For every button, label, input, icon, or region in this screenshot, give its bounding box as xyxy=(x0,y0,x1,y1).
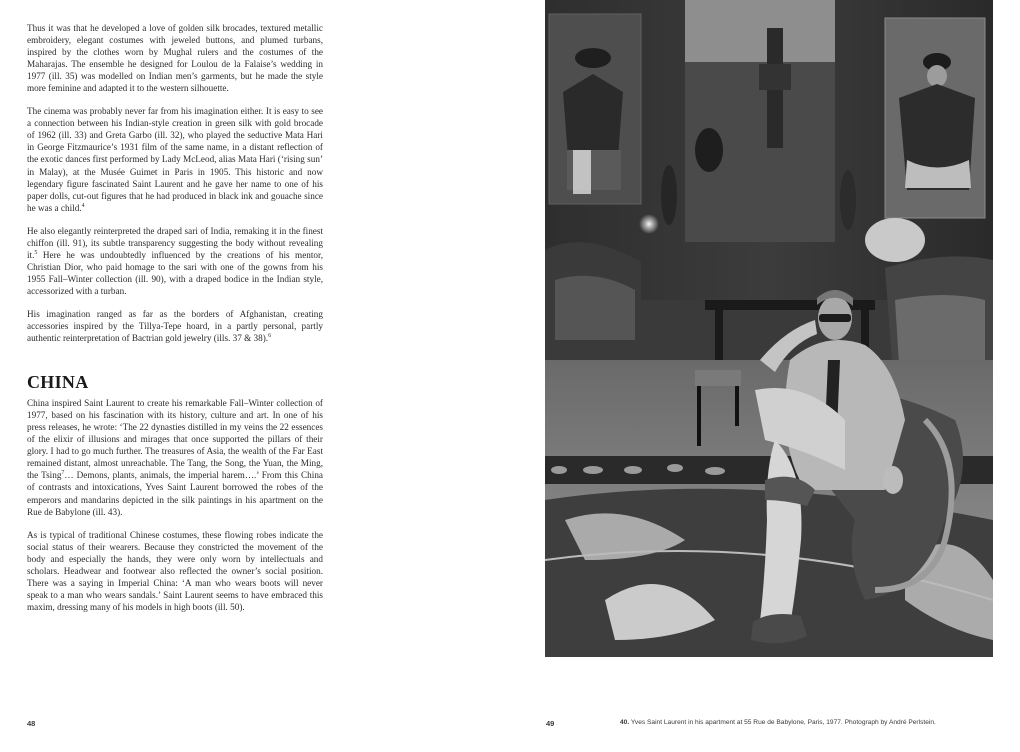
paragraph-cinema: The cinema was probably never far from his imagination either. It is easy to see a connection between his Indian-style creation in green silk with gold brocade of 1962 (ill. 33) and Greta Garbo (ill. 32), who played the seductive Mata Hari in George Fitzmaurice’s 1931 film of the same name, in a distant reflection of the exotic dances first performed by Lady McLeod, alias Mata Hari (‘rising sun’ in Malay), at the Musée Guimet in Paris in 1905. This historic and now legendary figure fascinated Saint Laurent and he gave her name to one of his paper dolls, cut-out figures that he had produced in black ink and gouache since he was a child.$^4$ xyxy=(27,106,323,213)
footnote-marker[interactable]: 6 xyxy=(268,333,272,340)
footnote-marker[interactable]: 7 xyxy=(61,470,65,477)
page-number-right: 49 xyxy=(546,719,555,728)
photo-caption xyxy=(620,719,936,726)
right-page xyxy=(510,0,1020,752)
footnote-marker[interactable]: 5 xyxy=(34,249,38,256)
paragraph-chinese-costumes: As is typical of traditional Chinese costumes, these flowing robes indicate the social status of their wearers. Because they constricted the movement of the body and especially the hands, they were only worn by intellectuals and scholars. Headwear and footwear also reflected the owner’s social position. There was a saying in Imperial China: ‘A man who wears boots will never speak to a man who wears sandals.’ Saint Laurent seems to have embraced this maxim, dressing many of his models in high boots (ill. 50). xyxy=(27,529,323,612)
page-number-left: 48 xyxy=(27,719,36,728)
footnote-marker[interactable]: 4 xyxy=(81,202,85,209)
paragraph-afghanistan: His imagination ranged as far as the borders of Afghanistan, creating accessories inspired by the Tillya-Tepe hoard, in a partly personal, partly authentic reinterpretation of Bactrian gold jewelry (ills. 37 & 38).$^6$ xyxy=(27,308,323,344)
caption-number: 40. xyxy=(620,719,630,726)
paragraph-china-intro: China inspired Saint Laurent to create his remarkable Fall–Winter collection of 1977, based on his fascination with its history, culture and art. In one of his press releases, he wrote: ‘The 22 dynasties distilled in my veins the 22 essences of the elixir of illusions and mirages that once supported the pillars of their glory. I had to go much further. The treasures of Asia, the wealth of the Far East remained distant, almost unreachable. The Tang, the Song, the Yuan, the Ming, the Tsing$^7$… Demons, plants, animals, the imperial harem….’ From this China of contrasts and intoxications, Yves Saint Laurent borrowed the robes of the emperors and mandarins depicted in the silk paintings in his apartment on the Rue de Babylone (ill. 43). xyxy=(27,398,324,517)
body-text-column xyxy=(27,22,323,624)
photo-illustration xyxy=(545,0,993,657)
caption-text: Yves Saint Laurent in his apartment at 55 Rue de Babylone, Paris, 1977. Photograph by André Perlstein. xyxy=(629,719,936,726)
photograph-ysl-apartment xyxy=(545,0,993,657)
paragraph-sari: He also elegantly reinterpreted the draped sari of India, remaking it in the finest chiffon (ill. 91), its subtle transparency suggesting the body without revealing it.$^5$ Here he was undoubtedly influenced by the creations of his mentor, Christian Dior, who paid homage to the sari with one of the gowns from his 1955 Fall–Winter collection (ill. 90), with a draped bodice in the Indian style, accessorized with a turban. xyxy=(27,225,323,296)
section-heading-china: CHINA xyxy=(27,372,89,393)
paragraph-mughal: Thus it was that he developed a love of golden silk brocades, textured metallic embroidery, elegant costumes with jeweled buttons, and plumed turbans, inspired by the clothes worn by Mughal rulers and the costumes of the Maharajas. The ensemble he designed for Loulou de la Falaise’s wedding in 1977 (ill. 35) was modelled on Indian men’s garments, but he made the style more feminine and adapted it to the western silhouette. xyxy=(27,23,323,94)
